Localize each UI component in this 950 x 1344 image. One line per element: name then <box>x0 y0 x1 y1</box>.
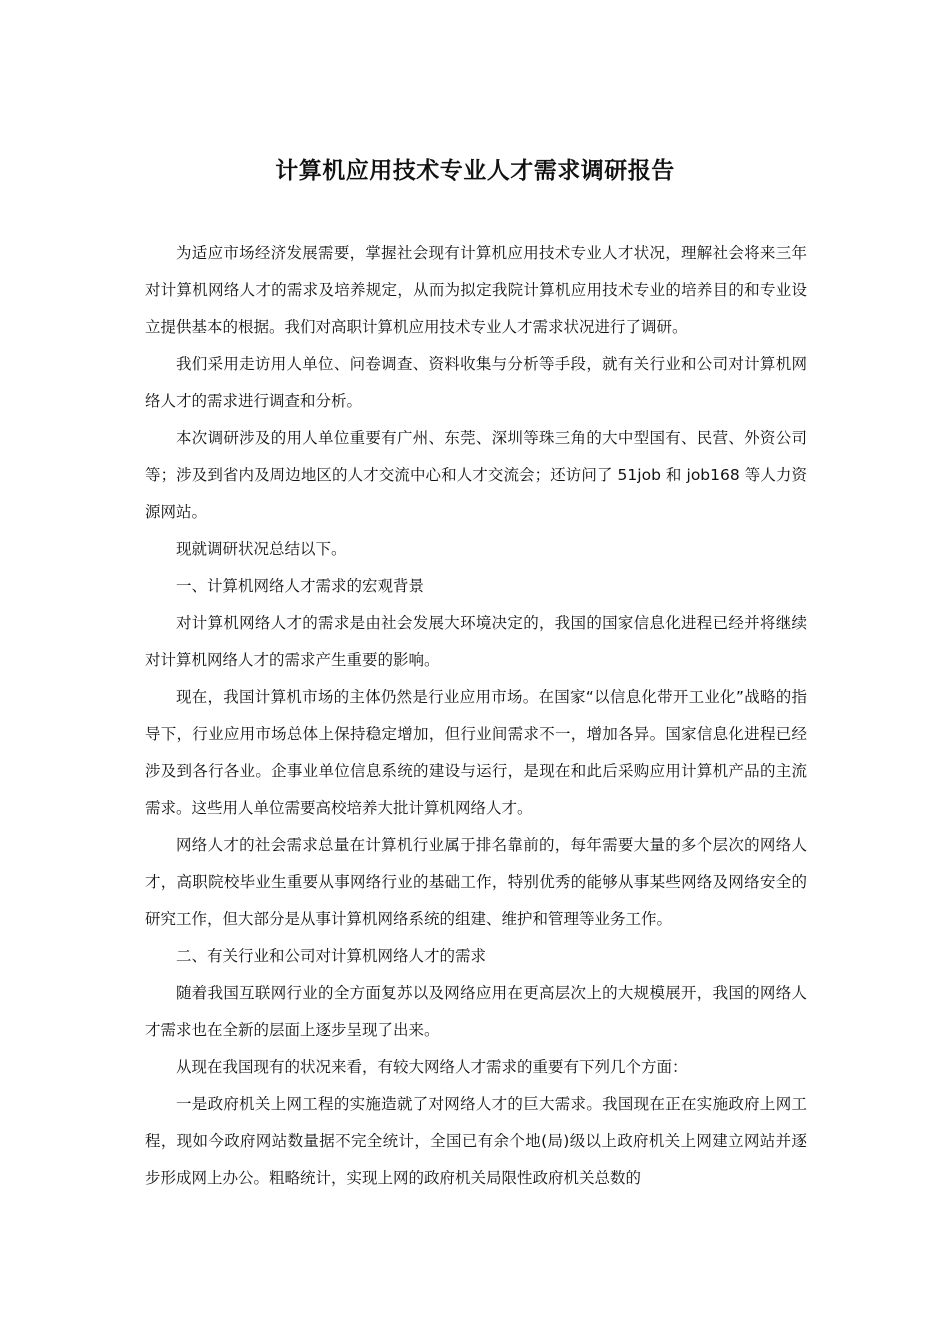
paragraph-demand-2: 从现在我国现有的状况来看，有较大网络人才需求的重要有下列几个方面： <box>176 1058 688 1076</box>
document-body <box>145 235 807 1197</box>
paragraph-demand-3: 一是政府机关上网工程的实施造就了对网络人才的巨大需求。我国现在正在实施政府上网工程，现如今政府网站数量据不完全统计，全国已有余个地(局)级以上政府机关上网建立网站并逐步形成网上办公。粗略统计，实现上网的政府机关局限性政府机关总数的 <box>145 1095 807 1187</box>
paragraph-summary-lead: 现就调研状况总结以下。 <box>176 540 347 558</box>
document-title: 计算机应用技术专业人才需求调研报告 <box>275 158 675 184</box>
paragraph-method: 我们采用走访用人单位、问卷调查、资料收集与分析等手段，就有关行业和公司对计算机网络人才的需求进行调查和分析。 <box>145 355 807 410</box>
paragraph-background-3: 网络人才的社会需求总量在计算机行业属于排名靠前的，每年需要大量的多个层次的网络人才，高职院校毕业生重要从事网络行业的基础工作，特别优秀的能够从事某些网络及网络安全的研究工作，但大部分是从事计算机网络系统的组建、维护和管理等业务工作。 <box>145 836 807 928</box>
paragraph-scope: 本次调研涉及的用人单位重要有广州、东莞、深圳等珠三角的大中型国有、民营、外资公司等；涉及到省内及周边地区的人才交流中心和人才交流会；还访问了 51job 和 job168 等人力资源网站。 <box>145 429 807 521</box>
section-heading-1: 一、计算机网络人才需求的宏观背景 <box>176 577 425 595</box>
section-heading-2: 二、有关行业和公司对计算机网络人才的需求 <box>176 947 487 965</box>
paragraph-intro: 为适应市场经济发展需要，掌握社会现有计算机应用技术专业人才状况，理解社会将来三年对计算机网络人才的需求及培养规定，从而为拟定我院计算机应用技术专业的培养目的和专业设立提供基本的根据。我们对高职计算机应用技术专业人才需求状况进行了调研。 <box>145 244 807 336</box>
paragraph-demand-1: 随着我国互联网行业的全方面复苏以及网络应用在更高层次上的大规模展开，我国的网络人才需求也在全新的层面上逐步呈现了出来。 <box>145 984 807 1039</box>
paragraph-background-1: 对计算机网络人才的需求是由社会发展大环境决定的，我国的国家信息化进程已经并将继续对计算机网络人才的需求产生重要的影响。 <box>145 614 807 669</box>
paragraph-background-2: 现在，我国计算机市场的主体仍然是行业应用市场。在国家“以信息化带开工业化”战略的指导下，行业应用市场总体上保持稳定增加，但行业间需求不一，增加各异。国家信息化进程已经涉及到各行各业。企事业单位信息系统的建设与运行，是现在和此后采购应用计算机产品的主流需求。这些用人单位需要高校培养大批计算机网络人才。 <box>145 688 807 817</box>
